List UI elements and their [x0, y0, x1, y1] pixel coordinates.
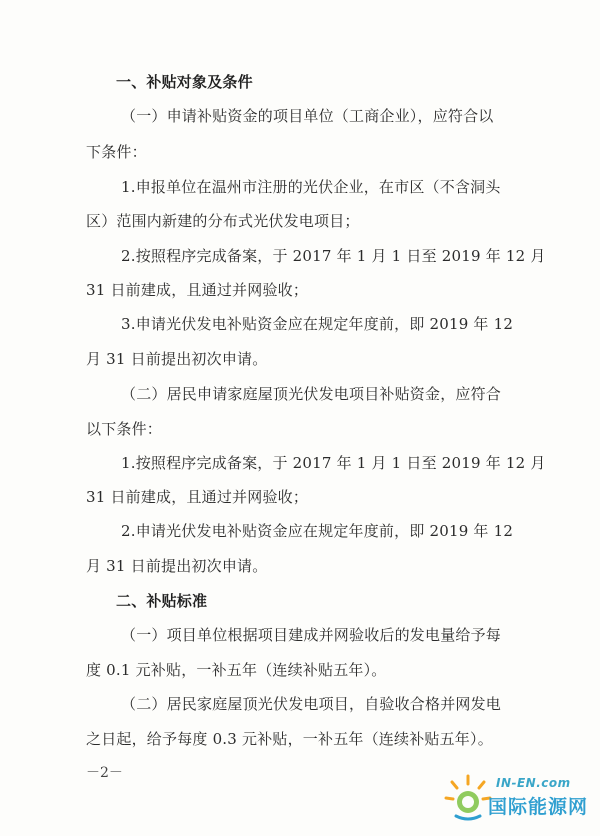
list-item-line: 1.按照程序完成备案，于 2017 年 1 月 1 日至 2019 年 12 月 — [121, 454, 546, 472]
paragraph-line: 下条件： — [86, 143, 147, 161]
list-item-line: 1.申报单位在温州市注册的光伏企业，在市区（不含洞头 — [121, 178, 501, 196]
list-item-line: 月 31 日前提出初次申请。 — [86, 350, 268, 368]
list-item-line: 3.申请光伏发电补贴资金应在规定年度前，即 2019 年 12 — [121, 315, 514, 333]
watermark-logo — [440, 766, 590, 828]
section-heading-2: 二、补贴标准 — [116, 592, 208, 610]
list-item-line: 31 日前建成，且通过并网验收； — [86, 281, 309, 299]
paragraph-line: 之日起，给予每度 0.3 元补贴，一补五年（连续补贴五年）。 — [86, 730, 493, 748]
paragraph-line: （二）居民家庭屋顶光伏发电项目，自验收合格并网发电 — [121, 695, 502, 713]
paragraph-line: 度 0.1 元补贴，一补五年（连续补贴五年）。 — [86, 661, 387, 679]
sun-logo-icon — [442, 772, 494, 824]
paragraph-line: （一）项目单位根据项目建成并网验收后的发电量给予每 — [121, 626, 502, 644]
section-heading-1: 一、补贴对象及条件 — [116, 73, 253, 91]
list-item-line: 31 日前建成，且通过并网验收； — [86, 488, 309, 506]
list-item-line: 2.申请光伏发电补贴资金应在规定年度前，即 2019 年 12 — [121, 522, 514, 540]
list-item-line: 月 31 日前提出初次申请。 — [86, 557, 268, 575]
paragraph-line: （一）申请补贴资金的项目单位（工商企业），应符合以 — [121, 107, 494, 125]
watermark-chinese-text: 国际能源网 — [488, 796, 589, 818]
list-item-line: 区）范围内新建的分布式光伏发电项目； — [86, 212, 360, 230]
list-item-line: 2.按照程序完成备案，于 2017 年 1 月 1 日至 2019 年 12 月 — [121, 247, 546, 265]
paragraph-line: 以下条件： — [86, 420, 163, 438]
watermark-english-text: IN-EN.com — [496, 776, 571, 790]
paragraph-line: （二）居民申请家庭屋顶光伏发电项目补贴资金，应符合 — [121, 385, 502, 403]
page-number: －2－ — [86, 765, 123, 781]
